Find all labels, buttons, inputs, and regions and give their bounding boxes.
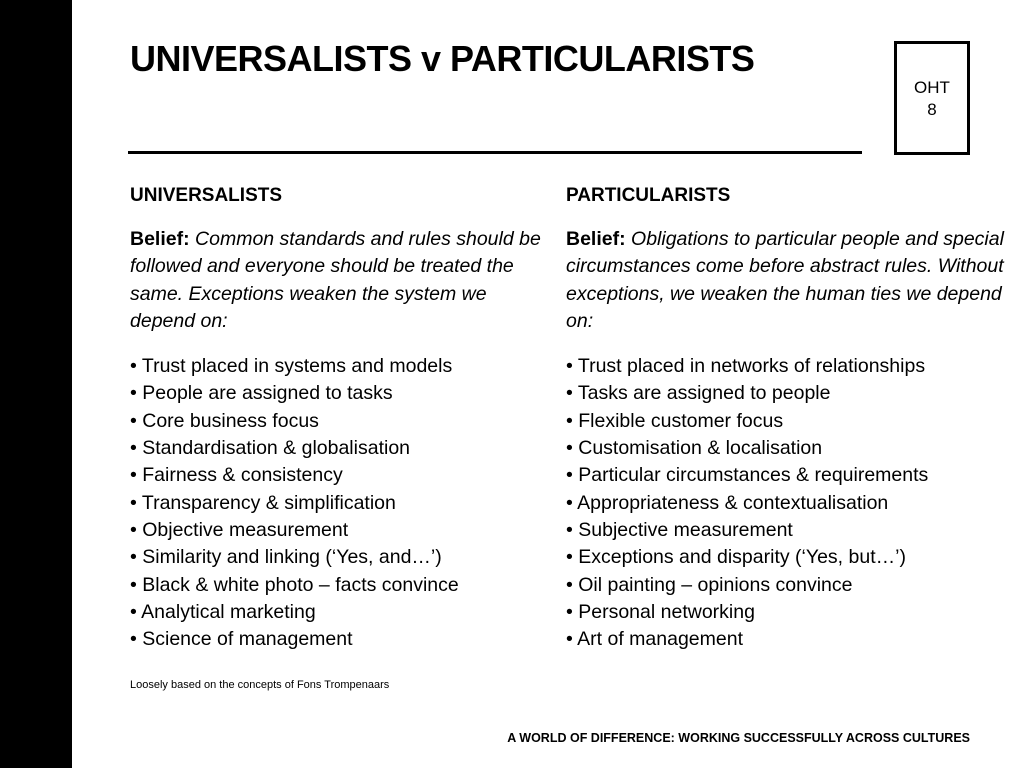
universalists-heading: UNIVERSALISTS — [130, 185, 283, 206]
oht-badge — [894, 41, 970, 155]
oht-badge-number: 8 — [927, 100, 937, 119]
title-underline — [128, 151, 862, 154]
list-item: • Customisation & localisation — [566, 437, 823, 460]
list-item: • Transparency & simplification — [130, 491, 396, 514]
list-item: • Fairness & consistency — [130, 464, 343, 487]
list-item: • Personal networking — [566, 600, 755, 623]
particularists-belief — [566, 226, 1006, 335]
list-item: • Flexible customer focus — [566, 409, 784, 432]
list-item: • Exceptions and disparity (‘Yes, but…’) — [566, 546, 906, 569]
list-item: • Objective measurement — [130, 518, 349, 541]
list-item: • Trust placed in systems and models — [130, 355, 453, 378]
universalists-bullet-list — [130, 353, 550, 653]
oht-badge-label: OHT — [914, 78, 950, 97]
particularists-heading: PARTICULARISTS — [566, 185, 731, 206]
particularists-column — [566, 184, 1006, 653]
list-item: • Art of management — [566, 628, 744, 651]
universalists-belief — [130, 226, 550, 335]
universalists-column — [130, 184, 550, 653]
belief-text: Obligations to particular people and special circumstances come before abstract rules. Without exceptions, we weaken the human ties we depend on: — [566, 228, 1004, 332]
list-item: • Subjective measurement — [566, 518, 793, 541]
list-item: • Similarity and linking (‘Yes, and…’) — [130, 546, 442, 569]
footer-text: A WORLD OF DIFFERENCE: WORKING SUCCESSFULLY ACROSS CULTURES — [507, 731, 970, 745]
particularists-bullet-list — [566, 353, 1006, 653]
list-item: • Appropriateness & contextualisation — [566, 491, 889, 514]
list-item: • Analytical marketing — [130, 600, 316, 623]
list-item: • People are assigned to tasks — [130, 382, 393, 405]
belief-text: Common standards and rules should be followed and everyone should be treated the same. Exceptions weaken the system we depend on: — [130, 228, 541, 332]
list-item: • Tasks are assigned to people — [566, 382, 831, 405]
belief-label: Belief: — [130, 228, 190, 250]
list-item: • Black & white photo – facts convince — [130, 573, 459, 596]
list-item: • Particular circumstances & requirements — [566, 464, 929, 487]
source-note: Loosely based on the concepts of Fons Trompenaars — [130, 679, 390, 691]
list-item: • Oil painting – opinions convince — [566, 573, 853, 596]
slide-title: UNIVERSALISTS v PARTICULARISTS — [130, 38, 755, 79]
list-item: • Standardisation & globalisation — [130, 437, 411, 460]
list-item: • Science of management — [130, 628, 353, 651]
left-black-bar — [0, 0, 72, 768]
list-item: • Trust placed in networks of relationships — [566, 355, 926, 378]
list-item: • Core business focus — [130, 409, 319, 432]
belief-label: Belief: — [566, 228, 626, 250]
